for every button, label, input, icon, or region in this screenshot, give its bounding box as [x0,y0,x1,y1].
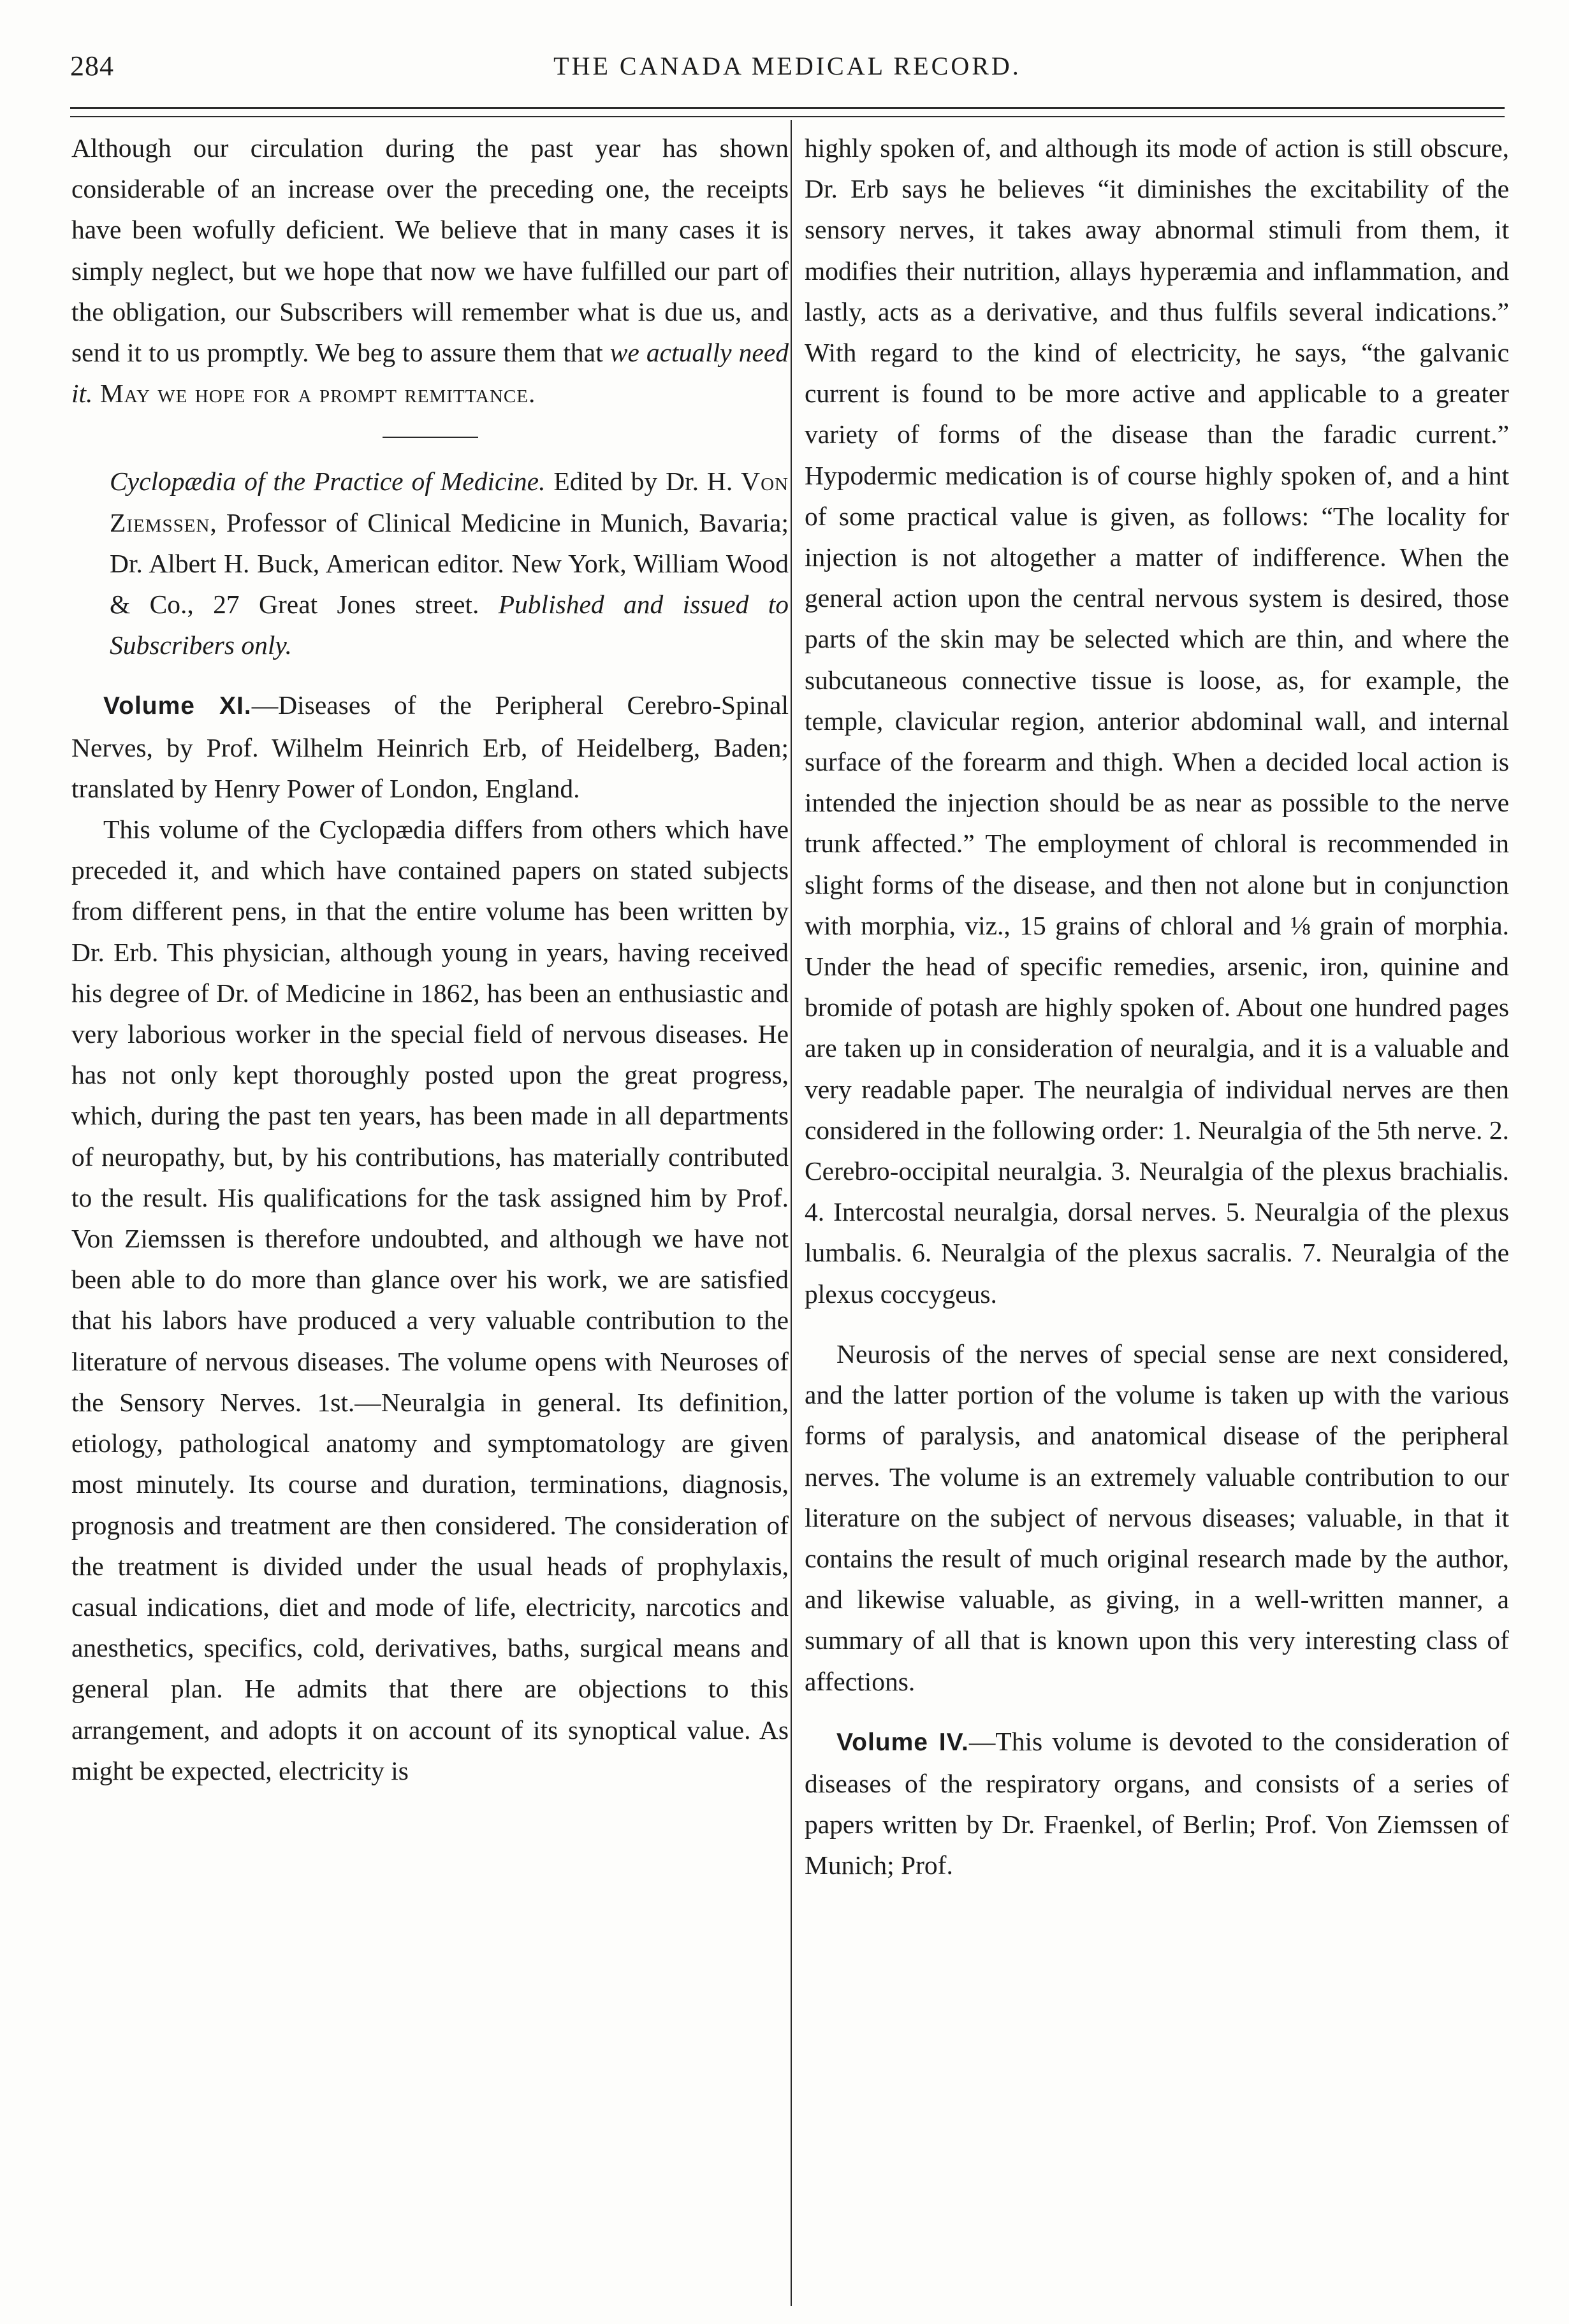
circulation-notice-italic: we actually need it. [71,338,789,409]
running-head [70,50,1505,88]
left-column [71,127,789,1791]
volume-4-description: —This volume is devoted to the consideration of diseases of the respiratory organs, and consists of a series of papers written by Dr. Fraenkel, of Berlin; Prof. Von Ziemssen of Munich; Prof. [805,1726,1510,1880]
circulation-notice-text: Although our circulation during the past year has shown considerable of an increase over the preceding one, the receipts have been wofully deficient. We believe that in many cases it is simply neglect, but we hope that now we have fulfilled our part of the obligation, our Subscribers will remember what is due us, and send it to us promptly. We beg to assure them that [71,133,789,368]
electricity-treatment-paragraph: highly spoken of, and although its mode of action is still obscure, Dr. Erb says he believes “it diminishes the excitability of the sensory nerves, it takes away abnormal stimuli from them, it modifies their nutrition, allays hyperæmia and inflammation, and lastly, acts as a derivative, and thus fulfils several indications.” With regard to the kind of electricity, he says, “the galvanic current is found to be more active and applicable to a greater variety of forms of the disease than the faradic current.” Hypodermic medication is of course highly spoken of, and a hint of some practical value is given, as follows: “The locality for injection is not altogether a matter of indifference. When the general action upon the central nervous system is desired, those parts of the skin may be selected which are thin, and where the subcutaneous connective tissue is loose, as, for example, the temple, clavicular region, anterior abdominal wall, and internal surface of the forearm and thigh. When a decided local action is intended the injection should be as near as possible to the nerve trunk affected.” The employment of chloral is recommended in slight forms of the disease, and then not alone but in conjunction with morphia, viz., 15 grains of chloral and ⅛ grain of morphia. Under the head of specific remedies, arsenic, iron, quinine and bromide of potash are highly spoken of. About one hundred pages are taken up in consideration of neuralgia, and it is a valuable and very readable paper. The neuralgia of individual nerves are then considered in the following order: 1. Neuralgia of the 5th nerve. 2. Cerebro-occipital neuralgia. 3. Neuralgia of the plexus brachialis. 4. Intercostal neuralgia, dorsal nerves. 5. Neuralgia of the plexus lumbalis. 6. Neuralgia of the plexus sacralis. 7. Neuralgia of the plexus coccygeus. [805,133,1509,1309]
review-subscription-note: Published and issued to Subscribers only. [110,590,789,660]
volume-11-review-paragraph: This volume of the Cyclopædia differs from others which have preceded it, and which have contained papers on stated subjects from different pens, in that the entire volume has been written by Dr. Erb. This physician, although young in years, having received his degree of Dr. of Medicine in 1862, has been an enthusiastic and very laborious worker in the special field of nervous diseases. He has not only kept thoroughly posted upon the great progress, which, during the past ten years, has been made in all departments of neuropathy, but, by his contributions, has materially contributed to the result. His qualifications for the task assigned him by Prof. Von Ziemssen is therefore undoubted, and although we have not been able to do more than glance over his work, we are satisfied that his labors have produced a very valuable contribution to the literature of nervous diseases. The volume opens with Neuroses of the Sensory Nerves. 1st.—Neuralgia in general. Its definition, etiology, pathological anatomy and symptomatology are given most minutely. Its course and duration, terminations, diagnosis, prognosis and treatment are then considered. The consideration of the treatment is divided under the usual heads of prophylaxis, casual indications, diet and mode of life, electricity, narcotics and anesthetics, specifics, cold, derivatives, baths, surgical means and general plan. He admits that there are objections to this arrangement, and adopts it on account of its synoptical value. As might be expected, electricity is [71,815,789,1785]
review-publisher-info: , Professor of Clinical Medicine in Munich, Bavaria; Dr. Albert H. Buck, American editor. New York, William Wood & Co., 27 Great Jones street. [110,507,789,620]
volume-4-label: Volume IV. [836,1728,969,1756]
special-sense-paragraph: Neurosis of the nerves of special sense are next considered, and the latter portion of the volume is taken up with the various forms of paralysis, and anatomical disease of the peripheral nerves. The volume is an extremely valuable contribution to our literature on the subject of nervous diseases; valuable, in that it contains the result of much original research made by the author, and likewise valuable, as giving, in a well-written manner, a summary of all that is known upon this very interesting class of affections. [805,1339,1509,1696]
header-rule-thick [70,107,1505,109]
volume-11-description: —Diseases of the Peripheral Cerebro-Spinal Nerves, by Prof. Wilhelm Heinrich Erb, of Heidelberg, Baden; translated by Henry Power of London, England. [71,690,789,803]
review-heading [71,461,789,665]
volume-4-paragraph [805,1721,1509,1886]
spacer [71,665,789,685]
page-number: 284 [70,50,114,82]
spacer [805,1702,1509,1721]
review-title: Cyclopædia of the Practice of Medicine. [110,467,546,497]
section-separator-rule [383,437,478,438]
right-column [805,127,1509,1886]
circulation-notice-remittance: May we hope for a prompt remittance. [92,379,536,409]
header-rule-thin [70,116,1505,117]
spacer [805,1314,1509,1333]
volume-11-heading [71,685,789,809]
review-edited-by: Edited by Dr. H. [545,467,741,497]
review-editor-name: Von Ziemssen [110,467,789,537]
journal-title: THE CANADA MEDICAL RECORD. [553,52,1021,80]
volume-11-label: Volume XI. [103,692,252,720]
circulation-notice-paragraph [71,127,789,414]
column-divider [791,120,792,2306]
